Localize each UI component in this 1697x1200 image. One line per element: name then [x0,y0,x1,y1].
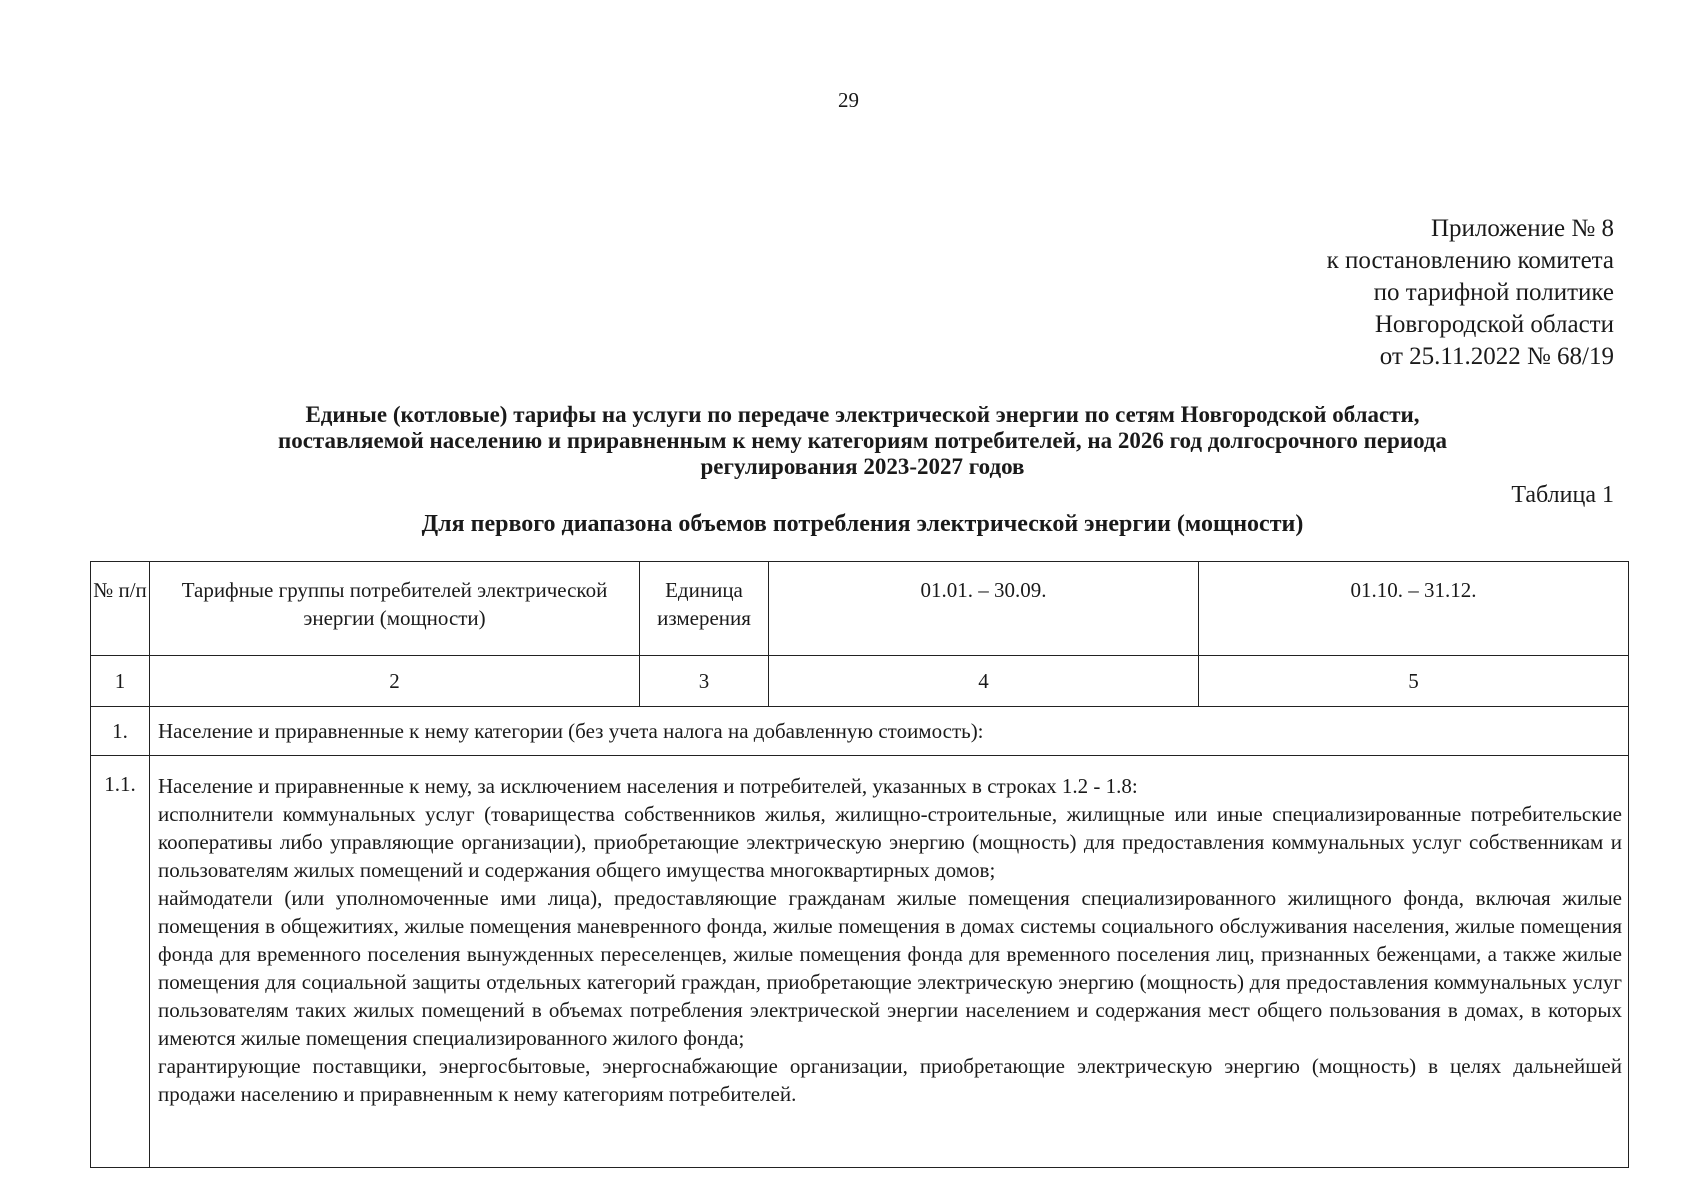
title-line: поставляемой населению и приравненным к нему категориям потребителей, на 2026 год долгосрочного периода [277,428,1448,453]
column-number: 3 [640,656,769,707]
row-text: Население и приравненные к нему категории (без учета налога на добавленную стоимость): [150,707,1629,756]
table-row [91,707,1629,756]
table-row [91,756,1629,1168]
row-paragraph: наймодатели (или уполномоченные ими лица), предоставляющие гражданам жилые помещения специализированного жилищного фонда, включая жилые помещения в общежитиях, жилые помещения маневренного фонда, жилые помещения в домах системы социального обслуживания населения, жилые помещения фонда для временного поселения вынужденных переселенцев, жилые помещения фонда для временного поселения лиц, признанных беженцами, а также жилые помещения для социальной защиты отдельных категорий граждан, приобретающие электрическую энергию (мощность) для предоставления коммунальных услуг пользователям таких жилых помещений в объемах потребления электрической энергии населением и содержания мест общего пользования в домах, в которых имеются жилые помещения специализированного жилого фонда; [158,886,1622,1050]
column-number-row [91,656,1629,707]
table-subtitle: Для первого диапазона объемов потребления электрической энергии (мощности) [421,511,1304,537]
row-number: 1. [91,707,150,756]
appendix-date-number: от 25.11.2022 № 68/19 [1379,343,1614,370]
column-number: 1 [91,656,150,707]
appendix-line: Новгородской области [1374,311,1614,338]
table-label: Таблица 1 [1511,482,1614,508]
row-paragraph: гарантирующие поставщики, энергосбытовые, энергоснабжающие организации, приобретающие электрическую энергию (мощность) в целях дальнейшей продажи населению и приравненным к нему категориям потребителей. [158,1054,1622,1106]
page-number: 29 [838,88,859,112]
appendix-line: к постановлению комитета [1326,247,1614,274]
row-paragraph: исполнители коммунальных услуг (товарищества собственников жилья, жилищно-строительные, жилищные или иные специализированные потребительские кооперативы либо управляющие организации), приобретающие электрическую энергию (мощность) для предоставления коммунальных услуг собственникам и пользователям жилых помещений и содержания общего имущества многоквартирных домов; [158,802,1622,882]
appendix-reference [1327,213,1614,373]
document-title [100,402,1625,480]
header-number: № п/п [91,562,150,656]
row-paragraph: Население и приравненные к нему, за исключением населения и потребителей, указанных в строках 1.2 - 1.8: [158,774,1138,798]
row-number: 1.1. [91,756,150,1168]
header-tariff-group: Тарифные группы потребителей электрической энергии (мощности) [150,562,640,656]
tariff-table [90,561,1629,1168]
appendix-line: по тарифной политике [1373,279,1614,306]
column-number: 4 [769,656,1199,707]
title-line: Единые (котловые) тарифы на услуги по передаче электрической энергии по сетям Новгородской области, [305,402,1420,427]
column-number: 5 [1199,656,1629,707]
row-text [150,756,1629,1168]
header-period-2: 01.10. – 31.12. [1199,562,1629,656]
header-period-1: 01.01. – 30.09. [769,562,1199,656]
column-number: 2 [150,656,640,707]
table-header-row [91,562,1629,656]
title-line: регулирования 2023-2027 годов [700,454,1025,479]
header-unit: Единица измерения [640,562,769,656]
appendix-line: Приложение № 8 [1430,215,1614,242]
